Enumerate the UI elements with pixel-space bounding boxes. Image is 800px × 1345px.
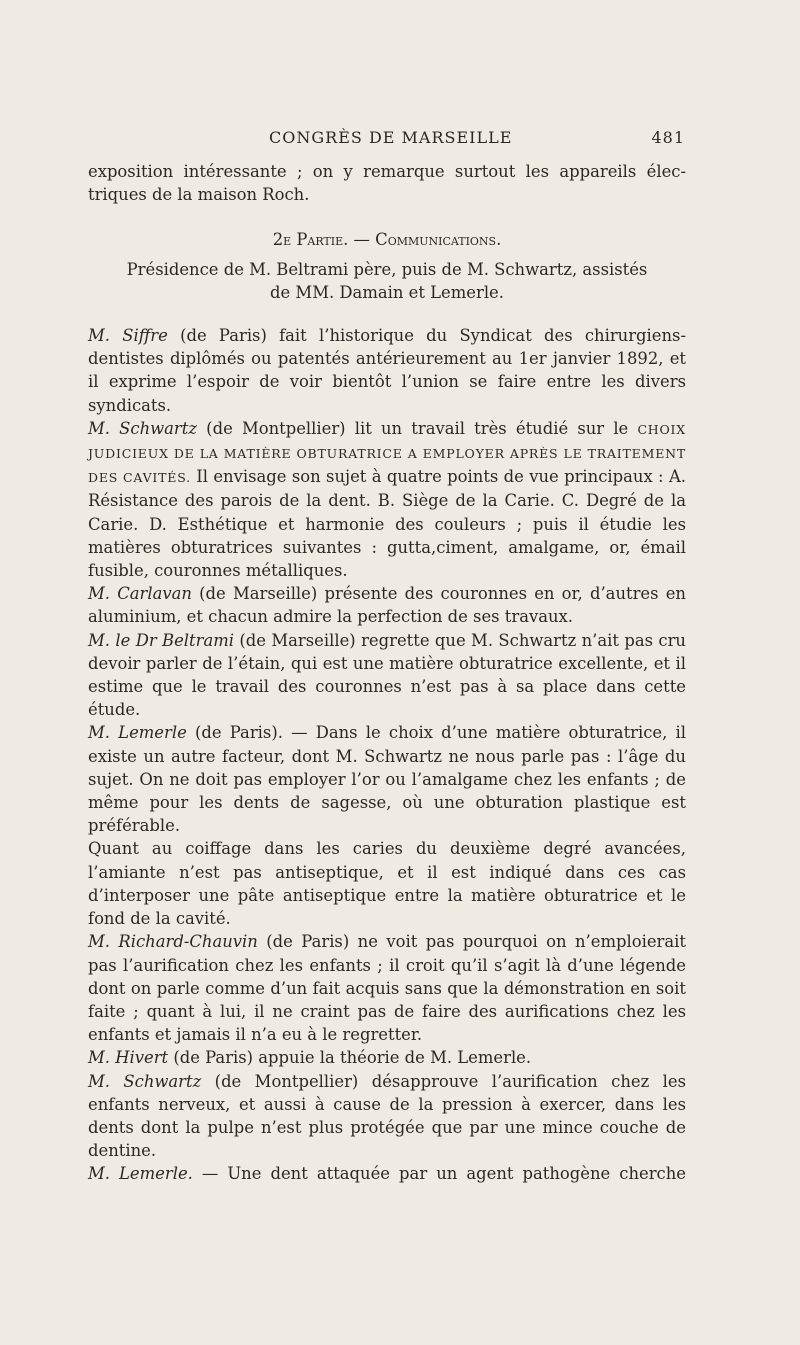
speaker-name: M. Richard-Chauvin [88,932,258,952]
presidency-line: Présidence de M. Beltrami père, puis de M. Schwartz, assistés [126,259,648,279]
speaker-name: M. Hivert [88,1048,169,1068]
speaker-name: M. Siffre [88,326,168,346]
running-header [90,128,685,147]
paragraph-hivert [88,1046,686,1069]
paragraph-carlavan [88,582,686,628]
paragraph-text: (de Montpellier) lit un travail très étudié sur le [197,418,638,438]
paragraph-chauvin [88,930,686,1046]
speaker-name: M. Carlavan [88,584,192,604]
paragraph-text: — Une dent attaquée par un agent pathogène cherche [192,1164,686,1184]
paragraph-text: Il envisage son sujet à quatre points de vue principaux : A. Résistance des parois de la dent. B. Siège de la Carie. C. Degré de la Carie. D. Esthétique et harmonie des couleurs ; puis il étudie les matières obturatrices suivantes : gutta,ciment, amalgame, or, émail fusible, couronnes métalliques. [88,467,686,581]
paragraph-coiffage: Quant au coiffage dans les caries du deuxième degré avancées, l’amiante n’est pas antiseptique, et il est indiqué dans ces cas d’interposer une pâte antiseptique entre la matière obturatrice et le fond de la cavité. [88,839,686,929]
page-number: 481 [651,128,685,147]
paragraph-line: exposition intéressante ; on y remarque surtout les appareils élec- [88,162,686,181]
paragraph-text: (de Paris) appuie la théorie de M. Lemerle. [168,1048,532,1068]
speaker-name: M. le Dr Beltrami [88,630,235,650]
paragraph-text: (de Paris). — Dans le choix d’une matière obturatrice, il existe un autre facteur, dont M. Schwartz ne nous parle pas : l’âge du sujet. On ne doit pas employer l’or ou l’amalgame chez les enfants ; de même pour les dents de sagesse, où une obturation plastique est préférable. [88,723,687,836]
presidency-line: de MM. Damain et Lemerle. [270,282,504,302]
speaker-name: M. Lemerle. [88,1164,193,1184]
paragraph-beltrami [88,629,686,722]
speaker-name: M. Schwartz [88,418,197,438]
speaker-name: M. Lemerle [88,723,187,743]
paragraph-lemerle-2 [88,1162,686,1185]
paragraph-text: (de Marseille) présente des couronnes en or, d’autres en aluminium, et chacun admire la perfection de ses travaux. [88,584,686,627]
title-caps: CHOIX JUDICIEUX DE LA MATIÈRE OBTURATRICE A EMPLOYER APRÈS LE TRAITEMENT DES CAVITÉS. [88,421,686,486]
section-heading: 2e Partie. — Communications. [272,230,502,250]
paragraph-lemerle [88,721,686,837]
paragraph-schwartz [88,417,686,582]
paragraph-text: (de Paris) fait l’historique du Syndicat des chirurgiens-dentistes diplômés ou patentés antérieurement au 1er janvier 1892, et il exprime l’espoir de voir bientôt l’union se faire entre les divers syndicats. [88,326,686,415]
paragraph-text: (de Montpellier) désapprouve l’aurification chez les enfants nerveux, et aussi à cause de la pression à exercer, dans les dents dont la pulpe n’est plus protégée que par une mince couche de dentine. [88,1071,686,1161]
speaker-name: M. Schwartz [88,1071,202,1091]
running-title: CONGRÈS DE MARSEILLE [269,128,513,147]
paragraph-text: (de Paris) ne voit pas pourquoi on n’emploierait pas l’aurification chez les enfants ; il croit qu’il s’agit là d’une légende dont on parle comme d’un fait acquis sans que la démonstration en soit faite ; quant à lui, il ne craint pas de faire des aurifications chez les enfants et jamais il n’a eu à le regretter. [88,932,686,1045]
paragraph-text: (de Marseille) regrette que M. Schwartz n’ait pas cru devoir parler de l’étain, qui est une matière obturatrice excellente, et il estime que le travail des couronnes n’est pas à sa place dans cette étude. [88,630,686,720]
paragraph-line: triques de la maison Roch. [88,185,310,205]
page-body [88,160,686,1186]
paragraph-siffre [88,324,686,417]
paragraph-schwartz-2 [88,1070,686,1163]
